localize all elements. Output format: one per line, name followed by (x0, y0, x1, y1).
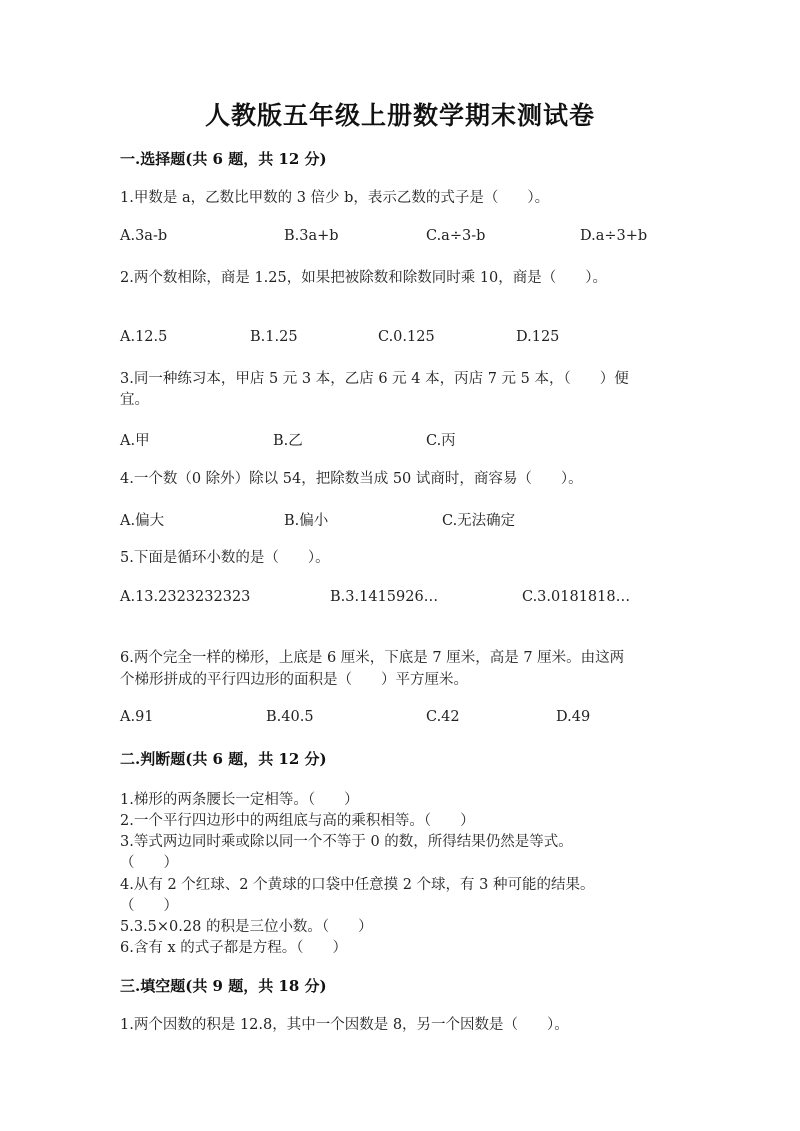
judgment-item: 5.3.5×0.28 的积是三位小数。（ ） (120, 919, 373, 935)
option-c: C.a÷3-b (426, 228, 486, 244)
page-title: 人教版五年级上册数学期末测试卷 (204, 101, 595, 130)
judgment-answer-blank: （ ） (120, 898, 178, 914)
section-heading-fill-blank: 三.填空题(共 9 题，共 18 分) (120, 977, 327, 995)
question-text-continued: 个梯形拼成的平行四边形的面积是（ ）平方厘米。 (120, 672, 468, 688)
section-heading-judgment: 二.判断题(共 6 题，共 12 分) (120, 750, 327, 768)
option-a: A.91 (120, 709, 154, 725)
option-d: D.a÷3+b (580, 228, 648, 244)
option-b: B.乙 (273, 433, 303, 449)
option-b: B.3.1415926… (330, 589, 439, 605)
option-a: A.12.5 (120, 329, 168, 345)
option-b: B.1.25 (250, 329, 298, 345)
option-a: A.偏大 (120, 513, 165, 529)
question-text: 5.下面是循环小数的是（ ）。 (120, 550, 330, 566)
option-a: A.3a-b (120, 228, 168, 244)
question-text: 1.甲数是 a，乙数比甲数的 3 倍少 b，表示乙数的式子是（ ）。 (120, 190, 550, 206)
judgment-item: 4.从有 2 个红球、2 个黄球的口袋中任意摸 2 个球，有 3 种可能的结果。 (120, 877, 595, 893)
question-text-continued: 宜。 (120, 392, 149, 408)
judgment-item: 6.含有 x 的式子都是方程。（ ） (120, 940, 347, 956)
option-b: B.3a+b (284, 228, 339, 244)
option-d: D.125 (516, 329, 560, 345)
judgment-item: 2.一个平行四边形中的两组底与高的乘积相等。（ ） (120, 813, 475, 829)
question-text: 6.两个完全一样的梯形，上底是 6 厘米，下底是 7 厘米，高是 7 厘米。由这两 (120, 650, 625, 666)
option-c: C.无法确定 (442, 513, 516, 529)
option-a: A.13.2323232323 (120, 589, 251, 605)
question-text: 1.两个因数的积是 12.8，其中一个因数是 8，另一个因数是（ ）。 (120, 1017, 569, 1033)
option-b: B.偏小 (284, 513, 329, 529)
option-c: C.0.125 (378, 329, 435, 345)
question-text: 4.一个数（0 除外）除以 54，把除数当成 50 试商时，商容易（ ）。 (120, 471, 583, 487)
option-a: A.甲 (120, 433, 150, 449)
section-heading-choice: 一.选择题(共 6 题，共 12 分) (120, 150, 327, 168)
judgment-answer-blank: （ ） (120, 855, 178, 871)
option-d: D.49 (556, 709, 591, 725)
option-c: C.3.0181818… (522, 589, 631, 605)
option-b: B.40.5 (266, 709, 314, 725)
question-text: 2.两个数相除，商是 1.25，如果把被除数和除数同时乘 10，商是（ ）。 (120, 270, 608, 286)
question-text: 3.同一种练习本，甲店 5 元 3 本，乙店 6 元 4 本，丙店 7 元 5 本，（ ）便 (120, 371, 629, 387)
option-c: C.丙 (426, 433, 456, 449)
judgment-item: 3.等式两边同时乘或除以同一个不等于 0 的数，所得结果仍然是等式。 (120, 834, 573, 850)
judgment-item: 1.梯形的两条腰长一定相等。（ ） (120, 792, 359, 808)
option-c: C.42 (426, 709, 460, 725)
